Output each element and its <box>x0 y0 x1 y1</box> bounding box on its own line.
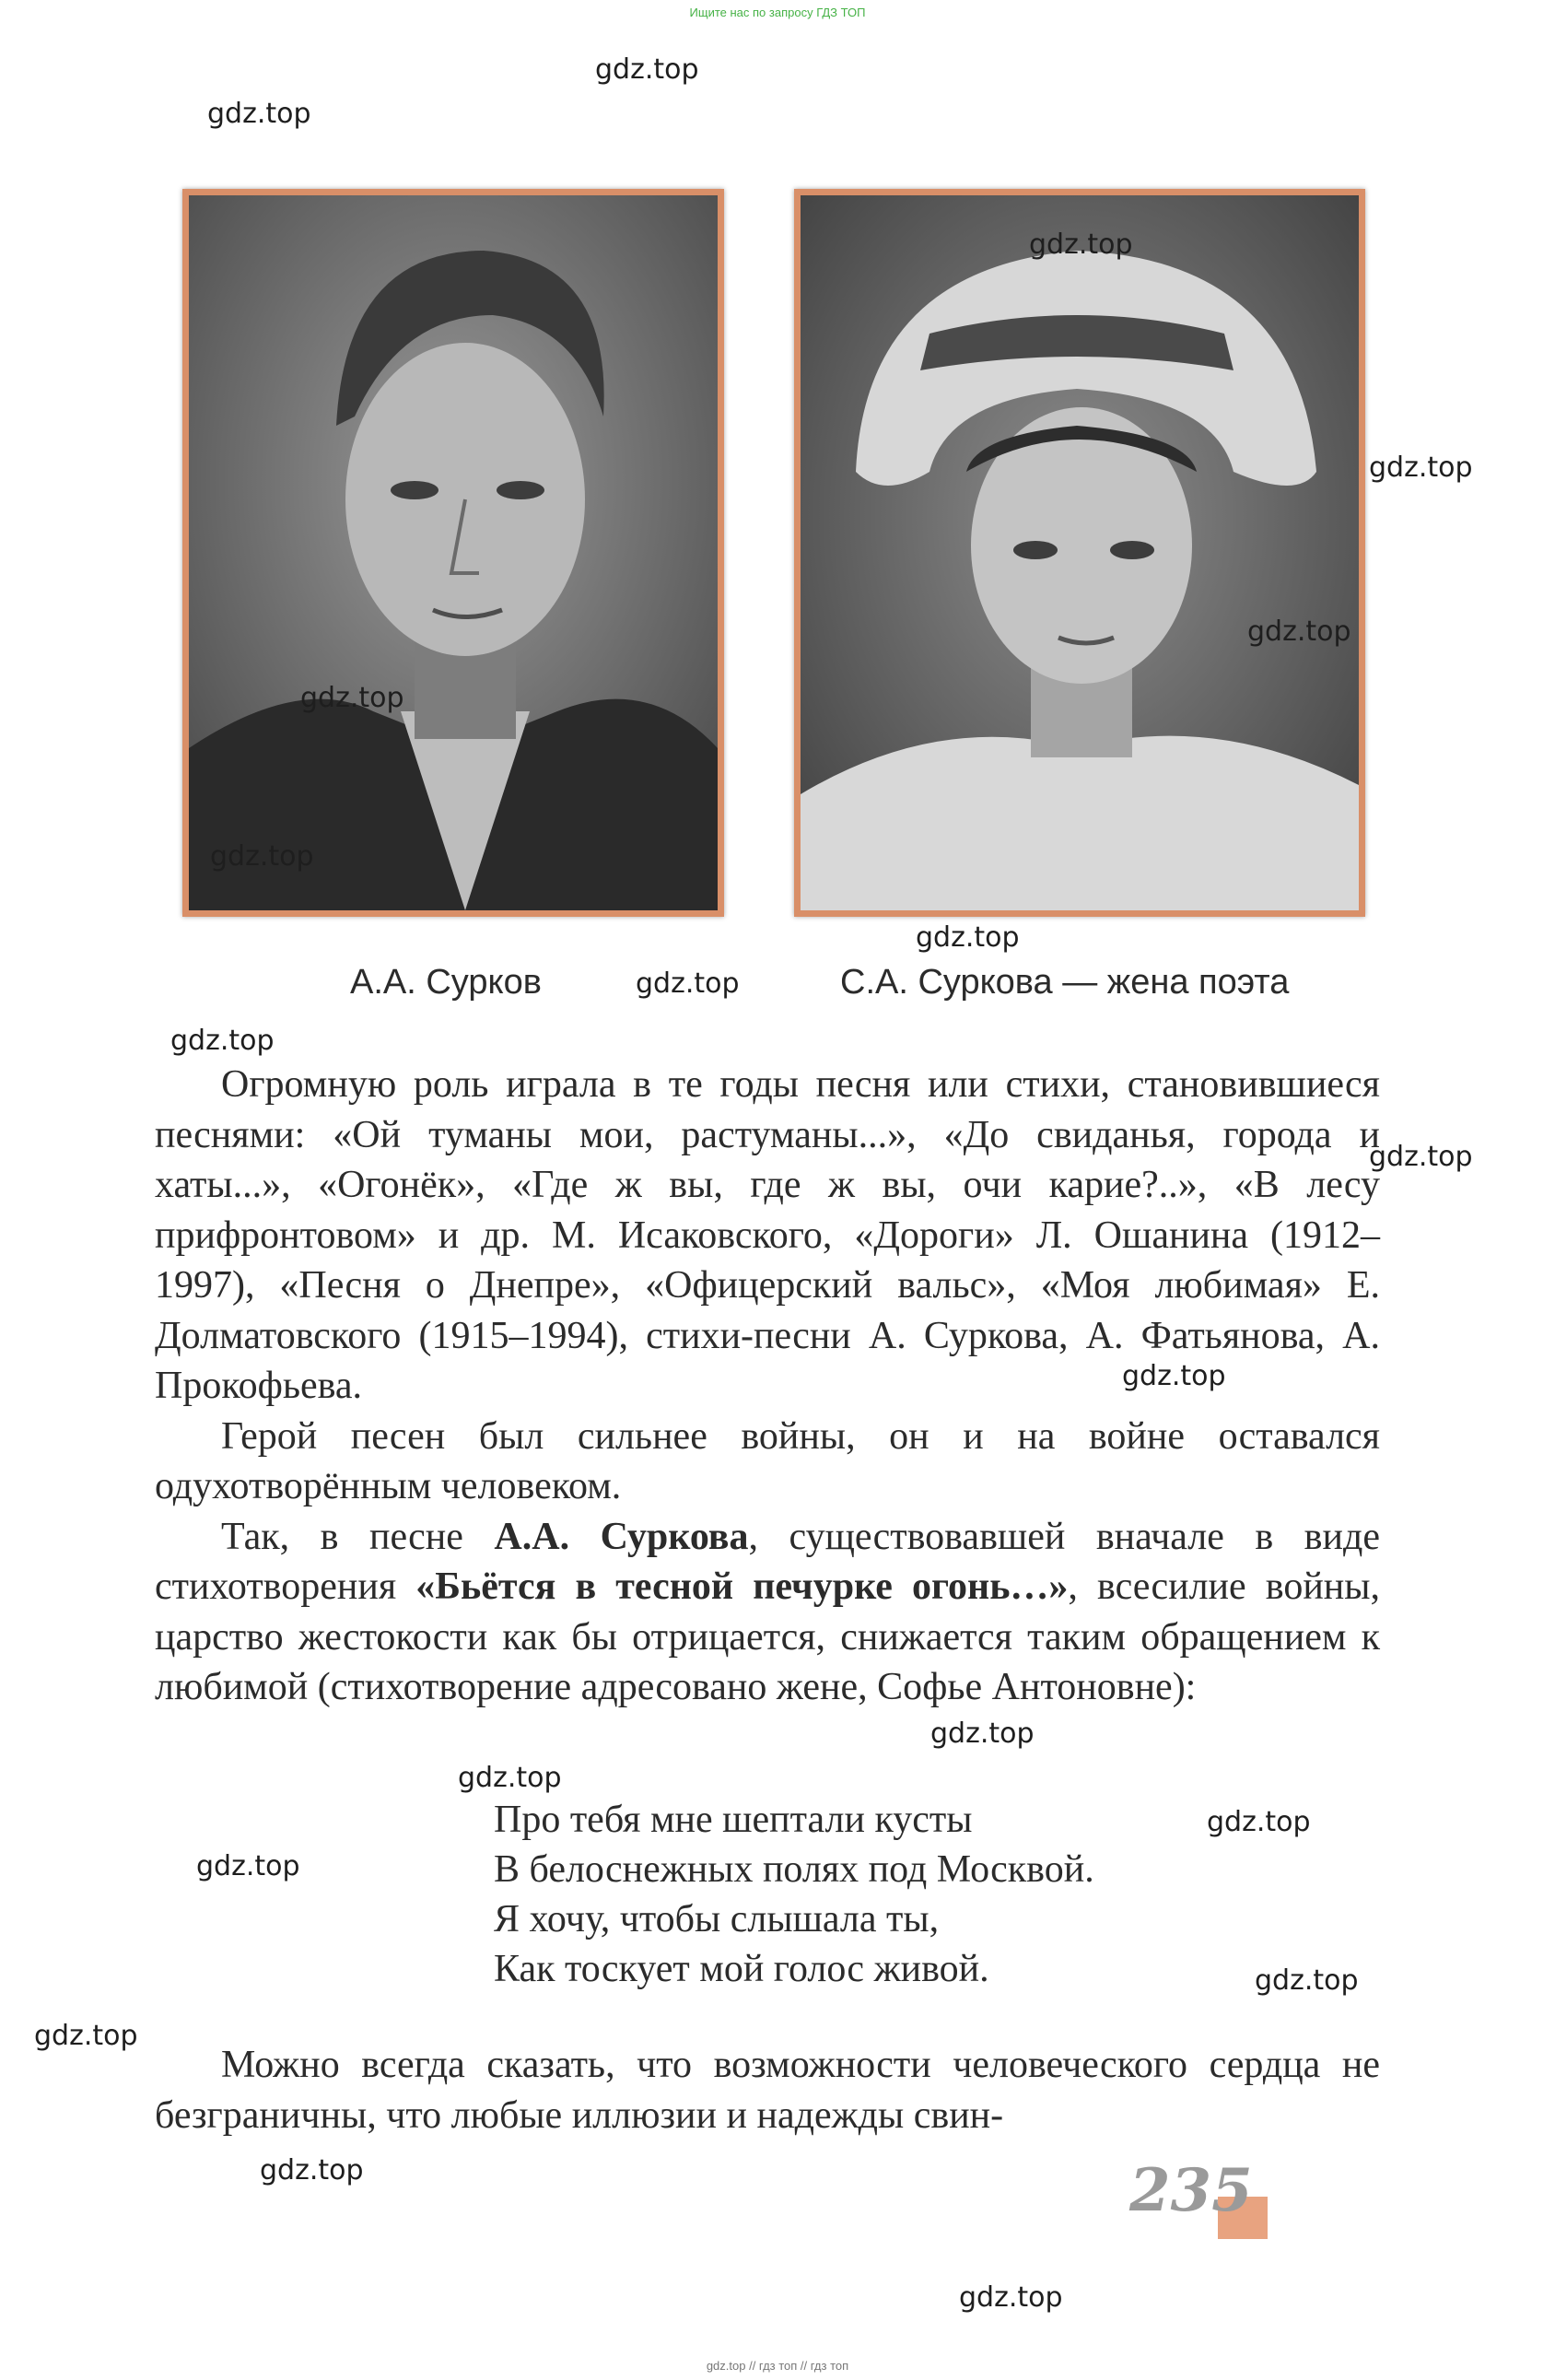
watermark: gdz.top <box>930 1718 1035 1750</box>
watermark: gdz.top <box>1122 1360 1226 1392</box>
portrait-man-image <box>189 195 718 910</box>
watermark: gdz.top <box>300 682 404 714</box>
photo-surkova <box>794 189 1365 917</box>
watermark: gdz.top <box>1369 451 1473 484</box>
paragraph-3: Так, в песне А.А. Суркова, существовавшей вначале в виде стихотворения «Бьётся в тесной печурке огонь…», всесилие войны, царство жестокости как бы отрицается, снижается таким обращением к любимой (стихотворение адресовано жене, Софье Антоновне): <box>155 1515 1380 1708</box>
author-name: А.А. Суркова <box>494 1515 749 1558</box>
watermark: gdz.top <box>207 98 311 130</box>
page-number: 235 <box>1129 2156 1253 2225</box>
portrait-woman-image <box>801 195 1359 910</box>
watermark: gdz.top <box>196 1850 300 1882</box>
body-text-bottom <box>155 2040 1380 2140</box>
poem-line: Про тебя мне шептали кусты <box>494 1799 973 1841</box>
poem-title: «Бьётся в тесной печурке огонь…» <box>415 1565 1069 1608</box>
watermark: gdz.top <box>34 2020 138 2052</box>
watermark: gdz.top <box>1207 1806 1311 1838</box>
watermark: gdz.top <box>1247 616 1351 648</box>
caption-left: А.А. Сурков <box>350 963 542 1002</box>
watermark: gdz.top <box>1029 229 1133 261</box>
watermark: gdz.top <box>595 53 699 86</box>
footer-note: gdz.top // гдз топ // гдз топ <box>706 2359 849 2373</box>
photo-surkov <box>182 189 724 917</box>
watermark: gdz.top <box>210 840 314 873</box>
watermark: gdz.top <box>1255 1964 1359 1997</box>
poem-line: Как тоскует мой голос живой. <box>494 1948 989 1990</box>
watermark: gdz.top <box>170 1025 275 1057</box>
paragraph-1: Огромную роль играла в те годы песня или стихи, становившиеся песнями: «Ой туманы мои, растуманы...», «До свиданья, города и хаты...», «Огонёк», «Где ж вы, где ж вы, очи карие?..», «В лесу прифронтовом» и др. М. Исаковского, «Дороги» Л. Ошанина (1912–1997), «Песня о Днепре», «Офицерский вальс», «Моя любимая» Е. Долматовского (1915–1994), стихи-песни А. Суркова, А. Фатьянова, А. Прокофьева. <box>155 1063 1380 1407</box>
poem-quote <box>494 1795 1094 1994</box>
watermark: gdz.top <box>458 1762 562 1794</box>
watermark: gdz.top <box>959 2281 1063 2314</box>
paragraph-4: Можно всегда сказать, что возможности человеческого сердца не безграничны, что любые иллюзии и надежды свин- <box>155 2044 1380 2137</box>
poem-line: Я хочу, чтобы слышала ты, <box>494 1898 940 1940</box>
watermark: gdz.top <box>260 2154 364 2187</box>
poem-line: В белоснежных полях под Москвой. <box>494 1848 1094 1891</box>
header-note: Ищите нас по запросу ГДЗ ТОП <box>689 6 866 19</box>
caption-right: С.А. Суркова — жена поэта <box>840 963 1290 1002</box>
paragraph-2: Герой песен был сильнее войны, он и на войне оставался одухотворённым человеком. <box>155 1414 1380 1507</box>
watermark: gdz.top <box>636 967 740 1000</box>
watermark: gdz.top <box>1369 1141 1473 1173</box>
watermark: gdz.top <box>916 921 1020 954</box>
